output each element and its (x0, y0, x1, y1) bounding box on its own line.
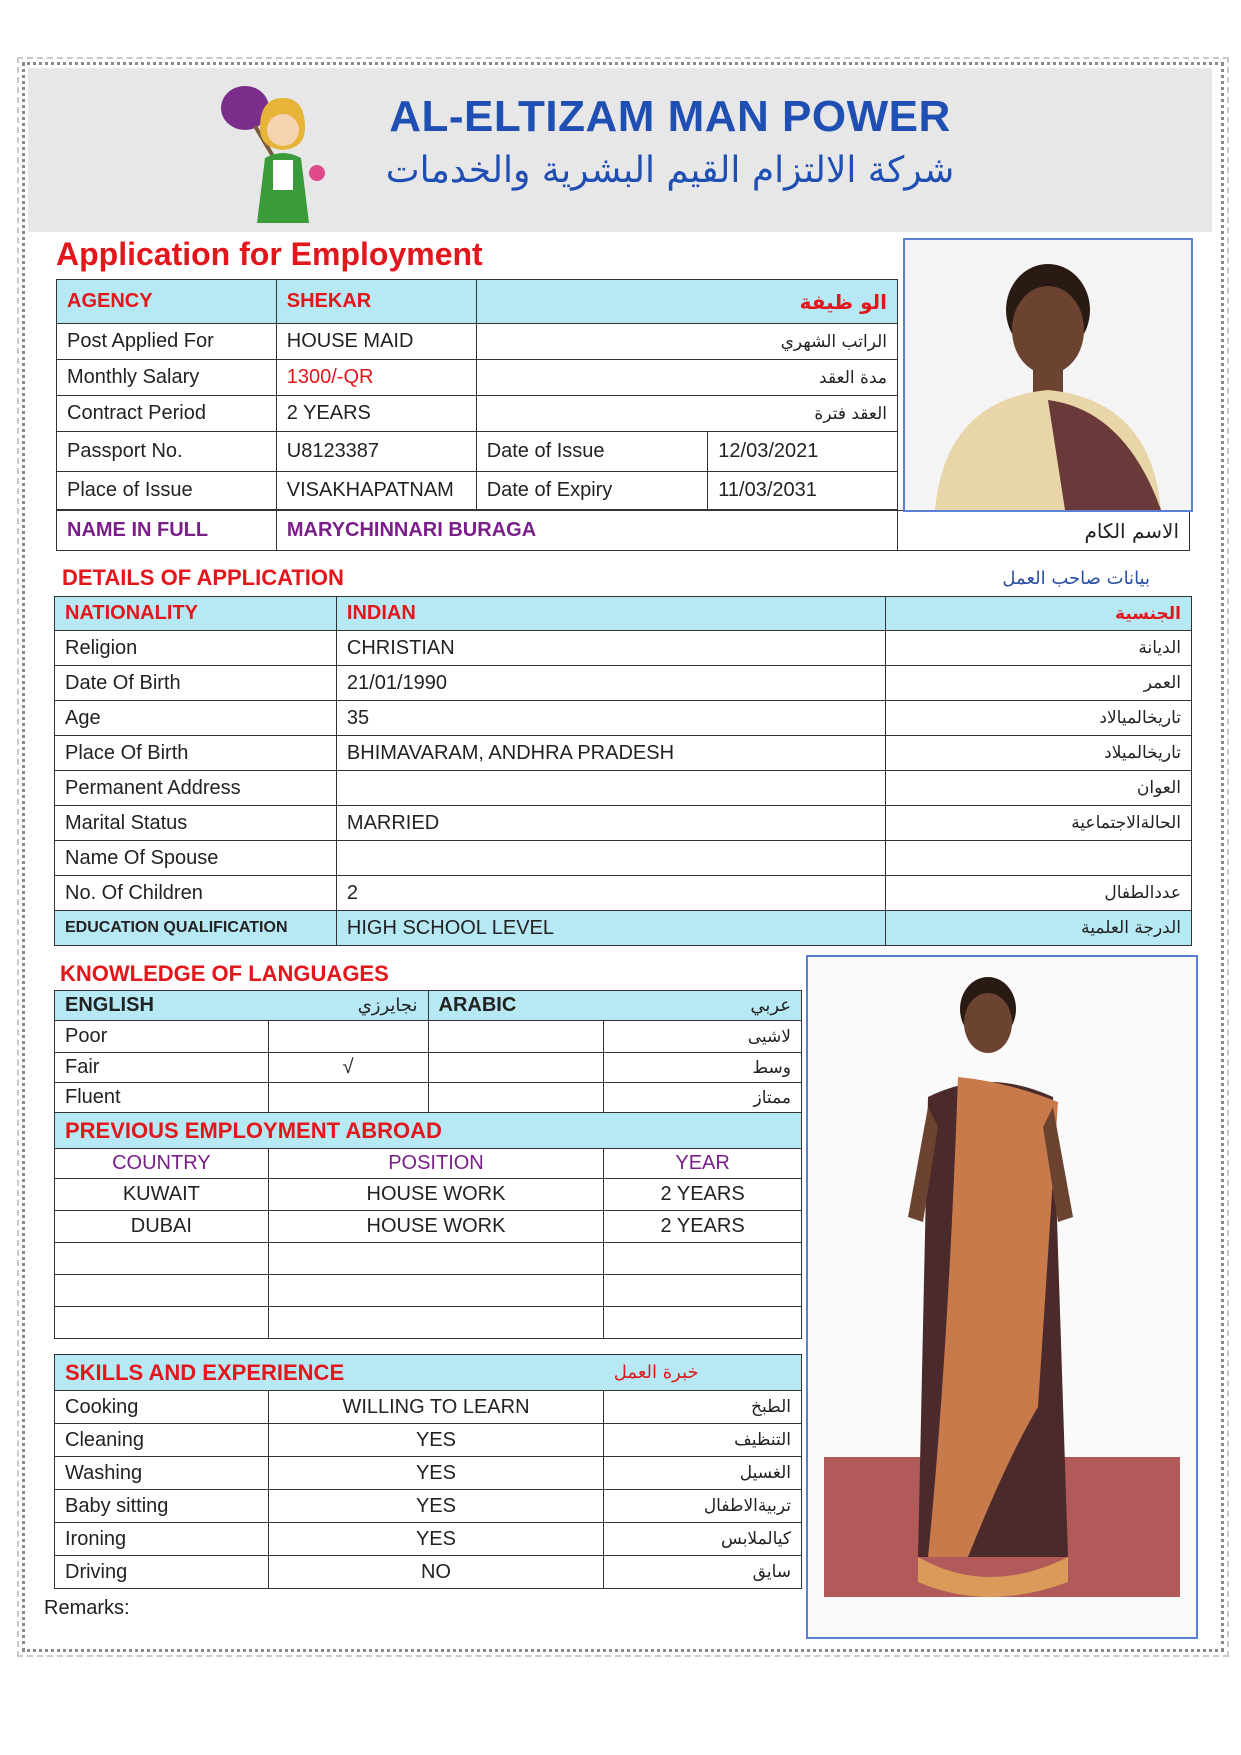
skill-ar: التنظيف (604, 1424, 802, 1457)
skill-label: Cleaning (55, 1424, 269, 1457)
arabic-header: ARABIC (428, 991, 604, 1021)
skill-ar: كيالملابس (604, 1523, 802, 1556)
company-name-en: AL-ELTIZAM MAN POWER (389, 92, 951, 141)
lang-level: Fair (55, 1053, 269, 1083)
place-issue-value: VISAKHAPATNAM (276, 472, 476, 510)
post-label: Post Applied For (57, 324, 277, 360)
full-name-table (56, 510, 1190, 551)
employment-year: 2 YEARS (604, 1179, 802, 1211)
skill-value: NO (268, 1556, 604, 1589)
position-header: POSITION (268, 1149, 604, 1179)
salary-value: 1300/-QR (276, 360, 476, 396)
skill-ar: سايق (604, 1556, 802, 1589)
employment-year (604, 1307, 802, 1339)
age-label: Age (55, 701, 337, 736)
full-length-photo (806, 955, 1198, 1639)
skills-table (54, 1354, 802, 1589)
religion-ar: الديانة (886, 631, 1192, 666)
education-ar: الدرجة العلمية (886, 911, 1192, 946)
lang-level-ar: وسط (604, 1053, 802, 1083)
lang-level-ar: ممتاز (604, 1083, 802, 1113)
employment-country (55, 1275, 269, 1307)
employment-country (55, 1243, 269, 1275)
contract-label: Contract Period (57, 396, 277, 432)
children-label: No. Of Children (55, 876, 337, 911)
contract-value: 2 YEARS (276, 396, 476, 432)
employment-year (604, 1243, 802, 1275)
languages-table (54, 990, 802, 1113)
employment-country (55, 1307, 269, 1339)
spouse-ar (886, 841, 1192, 876)
agency-label: AGENCY (57, 280, 277, 324)
skill-label: Driving (55, 1556, 269, 1589)
employment-position (268, 1275, 604, 1307)
employment-position (268, 1243, 604, 1275)
nationality-value: INDIAN (336, 597, 886, 631)
skill-value: WILLING TO LEARN (268, 1391, 604, 1424)
marital-ar: الحالةالاجتماعية (886, 806, 1192, 841)
address-value (336, 771, 886, 806)
english-header: ENGLISH (55, 991, 269, 1021)
languages-title: KNOWLEDGE OF LANGUAGES (60, 961, 389, 986)
form-title: Application for Employment (56, 236, 483, 272)
marital-value: MARRIED (336, 806, 886, 841)
skill-label: Cooking (55, 1391, 269, 1424)
lang-level: Poor (55, 1021, 269, 1053)
details-table (54, 596, 1192, 946)
address-ar: العوان (886, 771, 1192, 806)
lang-english-mark: √ (268, 1053, 428, 1083)
lang-arabic-mark (428, 1053, 604, 1083)
religion-label: Religion (55, 631, 337, 666)
details-title-ar: بيانات صاحب العمل (1002, 568, 1150, 589)
expiry-label: Date of Expiry (476, 472, 708, 510)
english-header-ar: نجايرزي (268, 991, 428, 1021)
lang-arabic-mark (428, 1083, 604, 1113)
spouse-value (336, 841, 886, 876)
skill-ar: الغسيل (604, 1457, 802, 1490)
dob-label: Date Of Birth (55, 666, 337, 701)
children-value: 2 (336, 876, 886, 911)
nationality-label: NATIONALITY (55, 597, 337, 631)
lang-arabic-mark (428, 1021, 604, 1053)
post-value: HOUSE MAID (276, 324, 476, 360)
place-issue-label: Place of Issue (57, 472, 277, 510)
children-ar: عددالطفال (886, 876, 1192, 911)
age-ar: تاريخالميالاد (886, 701, 1192, 736)
details-title: DETAILS OF APPLICATION (62, 565, 344, 590)
arabic-header-ar: عربي (604, 991, 802, 1021)
passport-value: U8123387 (276, 432, 476, 472)
employment-country: DUBAI (55, 1211, 269, 1243)
employment-table (54, 1112, 802, 1339)
remarks-label: Remarks: (44, 1597, 130, 1619)
employment-position: HOUSE WORK (268, 1179, 604, 1211)
dob-value: 21/01/1990 (336, 666, 886, 701)
agency-ar: الو ظيفة (476, 280, 897, 324)
education-label: EDUCATION QUALIFICATION (55, 911, 337, 946)
skills-title-ar: خبرة العمل (604, 1355, 802, 1391)
education-value: HIGH SCHOOL LEVEL (336, 911, 886, 946)
skill-label: Washing (55, 1457, 269, 1490)
passport-label: Passport No. (57, 432, 277, 472)
name-label: NAME IN FULL (57, 511, 277, 551)
employment-year: 2 YEARS (604, 1211, 802, 1243)
skill-value: YES (268, 1457, 604, 1490)
dob-ar: العمر (886, 666, 1192, 701)
name-ar: الاسم الكام (898, 511, 1190, 551)
address-label: Permanent Address (55, 771, 337, 806)
skill-ar: الطبخ (604, 1391, 802, 1424)
skill-value: YES (268, 1523, 604, 1556)
salary-ar: مدة العقد (476, 360, 897, 396)
employment-year (604, 1275, 802, 1307)
skill-value: YES (268, 1424, 604, 1457)
place-of-birth-label: Place Of Birth (55, 736, 337, 771)
employment-title: PREVIOUS EMPLOYMENT ABROAD (55, 1113, 802, 1149)
place-of-birth-ar: تاريخالميلاد (886, 736, 1192, 771)
contract-ar: العقد فترة (476, 396, 897, 432)
religion-value: CHRISTIAN (336, 631, 886, 666)
issue-date-value: 12/03/2021 (708, 432, 898, 472)
lang-level: Fluent (55, 1083, 269, 1113)
age-value: 35 (336, 701, 886, 736)
country-header: COUNTRY (55, 1149, 269, 1179)
skill-label: Ironing (55, 1523, 269, 1556)
applicant-summary-table (56, 279, 898, 510)
salary-label: Monthly Salary (57, 360, 277, 396)
post-ar: الراتب الشهري (476, 324, 897, 360)
employment-country: KUWAIT (55, 1179, 269, 1211)
employment-position: HOUSE WORK (268, 1211, 604, 1243)
employment-position (268, 1307, 604, 1339)
portrait-photo (903, 238, 1193, 512)
agency-value: SHEKAR (276, 280, 476, 324)
skill-ar: تربيةالاطفال (604, 1490, 802, 1523)
company-name-ar: شركة الالتزام القيم البشرية والخدمات (385, 150, 955, 191)
skill-value: YES (268, 1490, 604, 1523)
name-value: MARYCHINNARI BURAGA (276, 511, 897, 551)
nationality-ar: الجنسية (886, 597, 1192, 631)
expiry-value: 11/03/2031 (708, 472, 898, 510)
lang-level-ar: لاشيى (604, 1021, 802, 1053)
skill-label: Baby sitting (55, 1490, 269, 1523)
skills-title: SKILLS AND EXPERIENCE (55, 1355, 604, 1391)
lang-english-mark (268, 1083, 428, 1113)
year-header: YEAR (604, 1149, 802, 1179)
place-of-birth-value: BHIMAVARAM, ANDHRA PRADESH (336, 736, 886, 771)
spouse-label: Name Of Spouse (55, 841, 337, 876)
lang-english-mark (268, 1021, 428, 1053)
issue-date-label: Date of Issue (476, 432, 708, 472)
marital-label: Marital Status (55, 806, 337, 841)
